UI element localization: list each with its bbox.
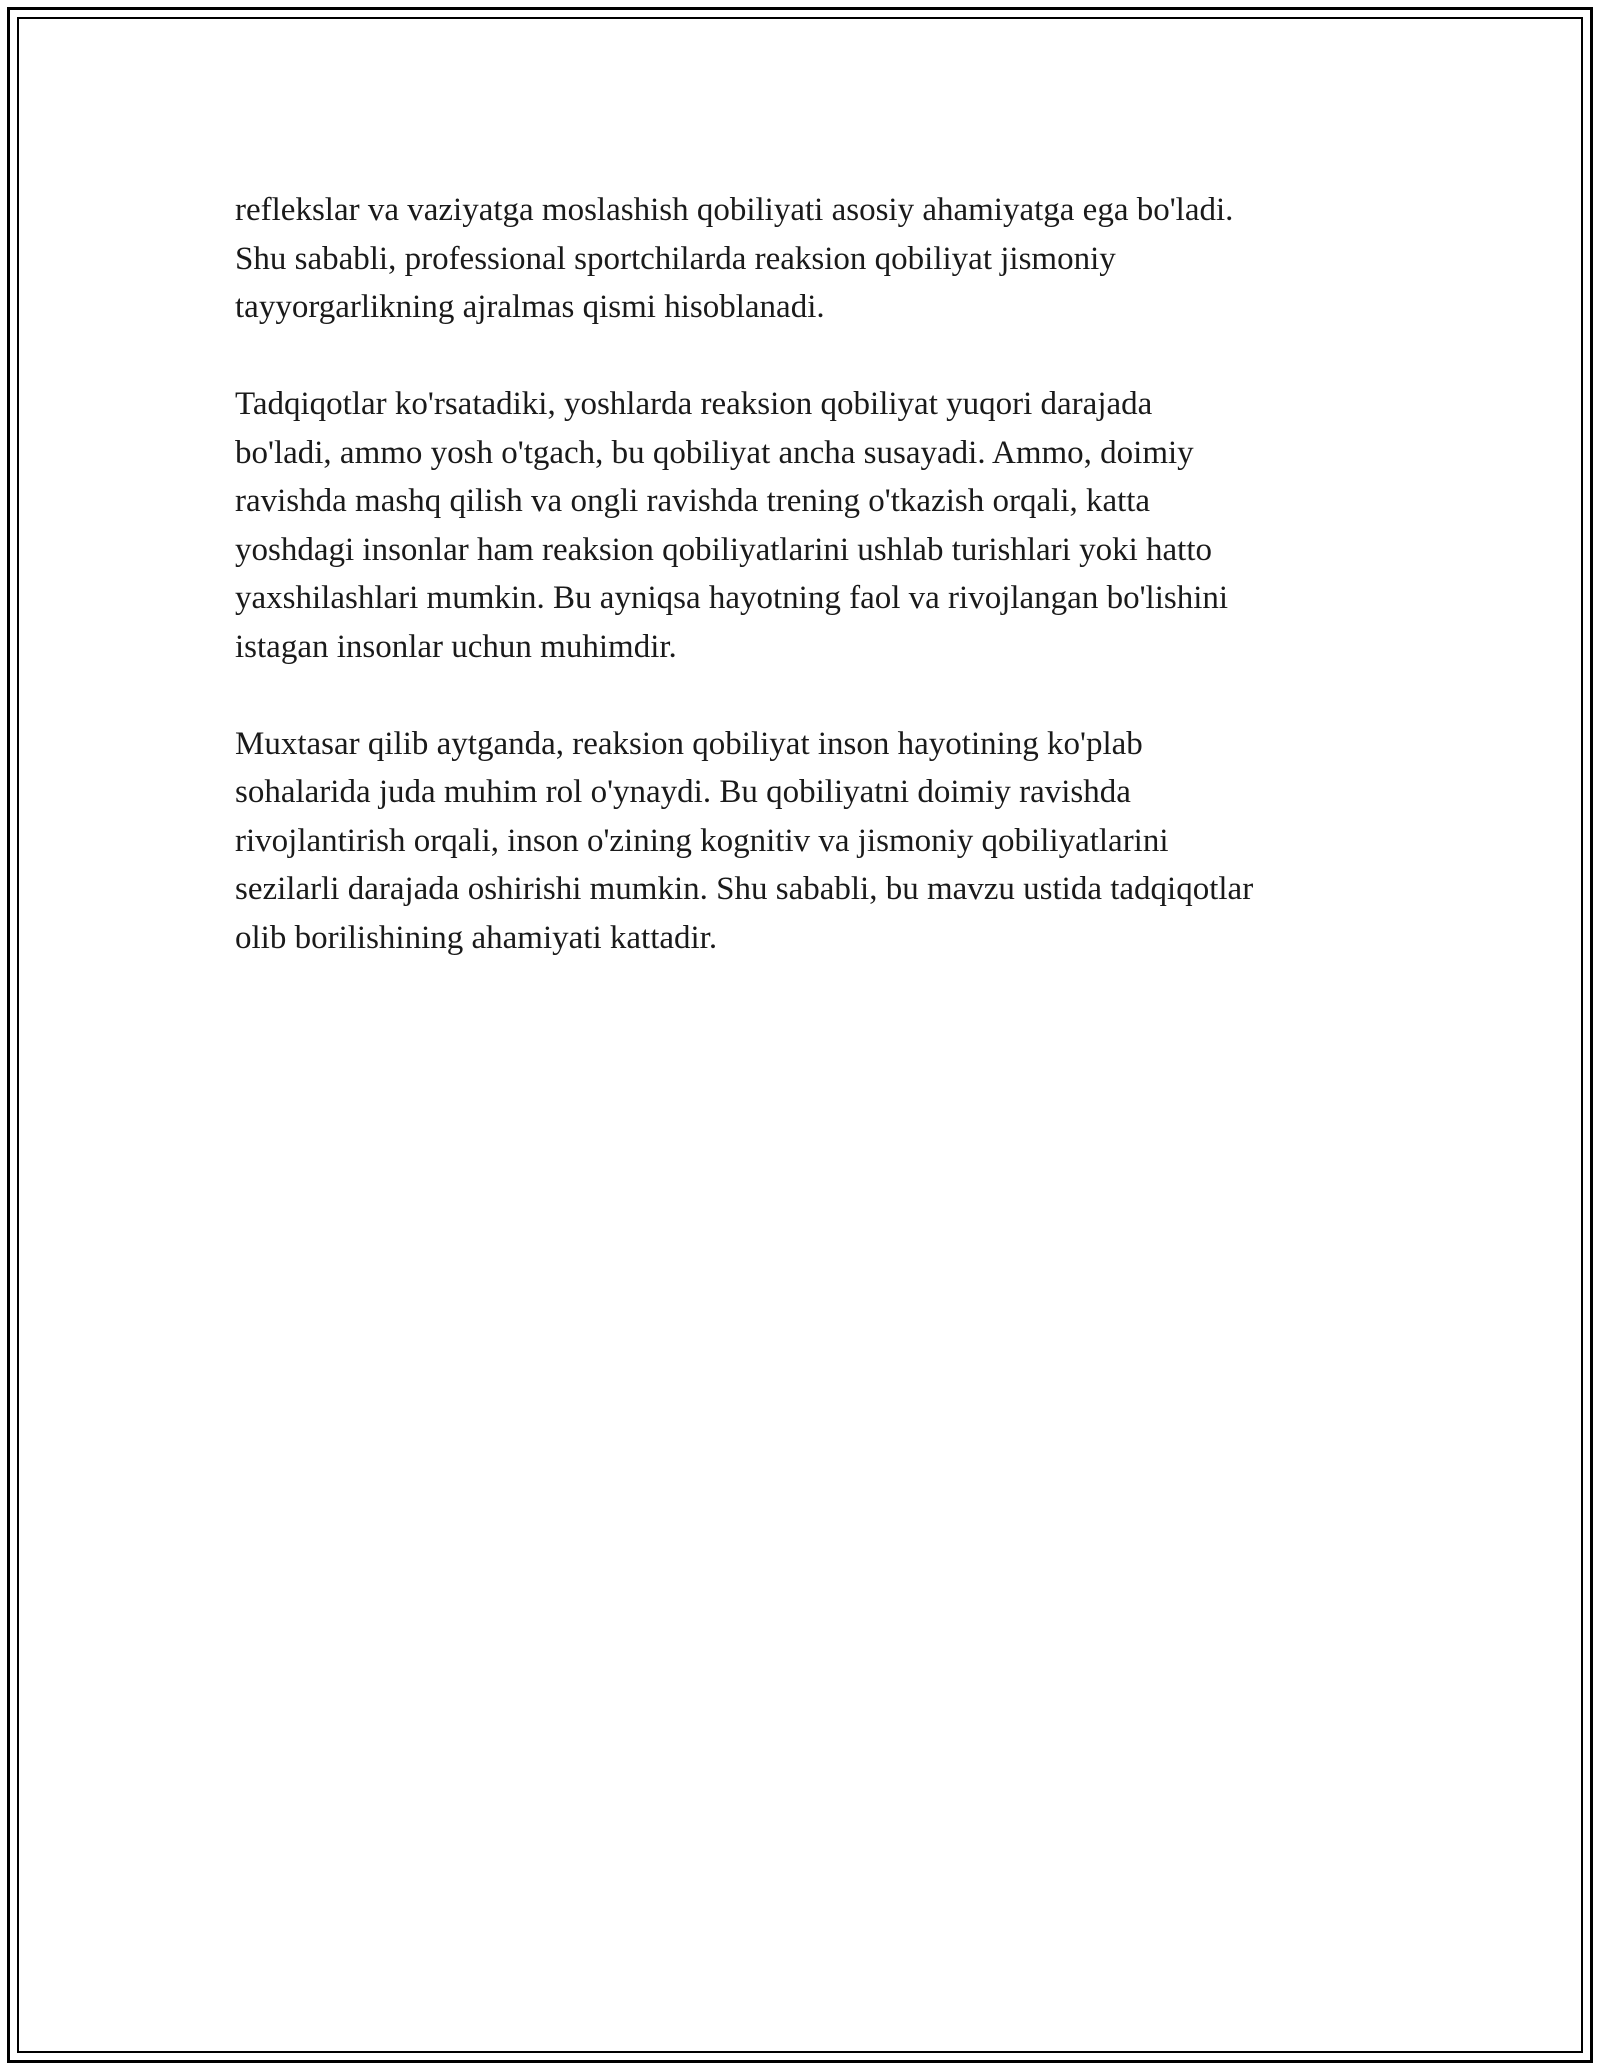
text-line: Shu sababli, professional sportchilarda reaksion qobiliyat jismoniy: [235, 240, 1116, 277]
text-line: bo'ladi, ammo yosh o'tgach, bu qobiliyat ancha susayadi. Ammo, doimiy: [235, 434, 1194, 471]
text-line: rivojlantirish orqali, inson o'zining kognitiv va jismoniy qobiliyatlarini: [235, 822, 1169, 859]
text-line: sezilarli darajada oshirishi mumkin. Shu sababli, bu mavzu ustida tadqiqotlar: [235, 871, 1254, 907]
paragraph-3: [235, 720, 1395, 963]
paragraph-1: [235, 186, 1395, 332]
text-line: Muxtasar qilib aytganda, reaksion qobiliyat inson hayotining ko'plab: [235, 725, 1143, 762]
text-line: ravishda mashq qilish va ongli ravishda trening o'tkazish orqali, katta: [235, 483, 1151, 519]
text-line: olib borilishining ahamiyati kattadir.: [235, 919, 718, 956]
paragraph-2: [235, 380, 1395, 671]
document-body: [235, 186, 1395, 1011]
text-line: yaxshilashlari mumkin. Bu ayniqsa hayotning faol va rivojlangan bo'lishini: [235, 580, 1229, 616]
text-line: yoshdagi insonlar ham reaksion qobiliyatlarini ushlab turishlari yoki hatto: [235, 531, 1212, 568]
text-line: istagan insonlar uchun muhimdir.: [235, 628, 677, 665]
text-line: Tadqiqotlar ko'rsatadiki, yoshlarda reaksion qobiliyat yuqori darajada: [235, 386, 1153, 422]
text-line: reflekslar va vaziyatga moslashish qobiliyati asosiy ahamiyatga ega bo'ladi.: [235, 192, 1234, 228]
text-line: sohalarida juda muhim rol o'ynaydi. Bu qobiliyatni doimiy ravishda: [235, 774, 1131, 810]
text-line: tayyorgarlikning ajralmas qismi hisoblanadi.: [235, 289, 825, 325]
